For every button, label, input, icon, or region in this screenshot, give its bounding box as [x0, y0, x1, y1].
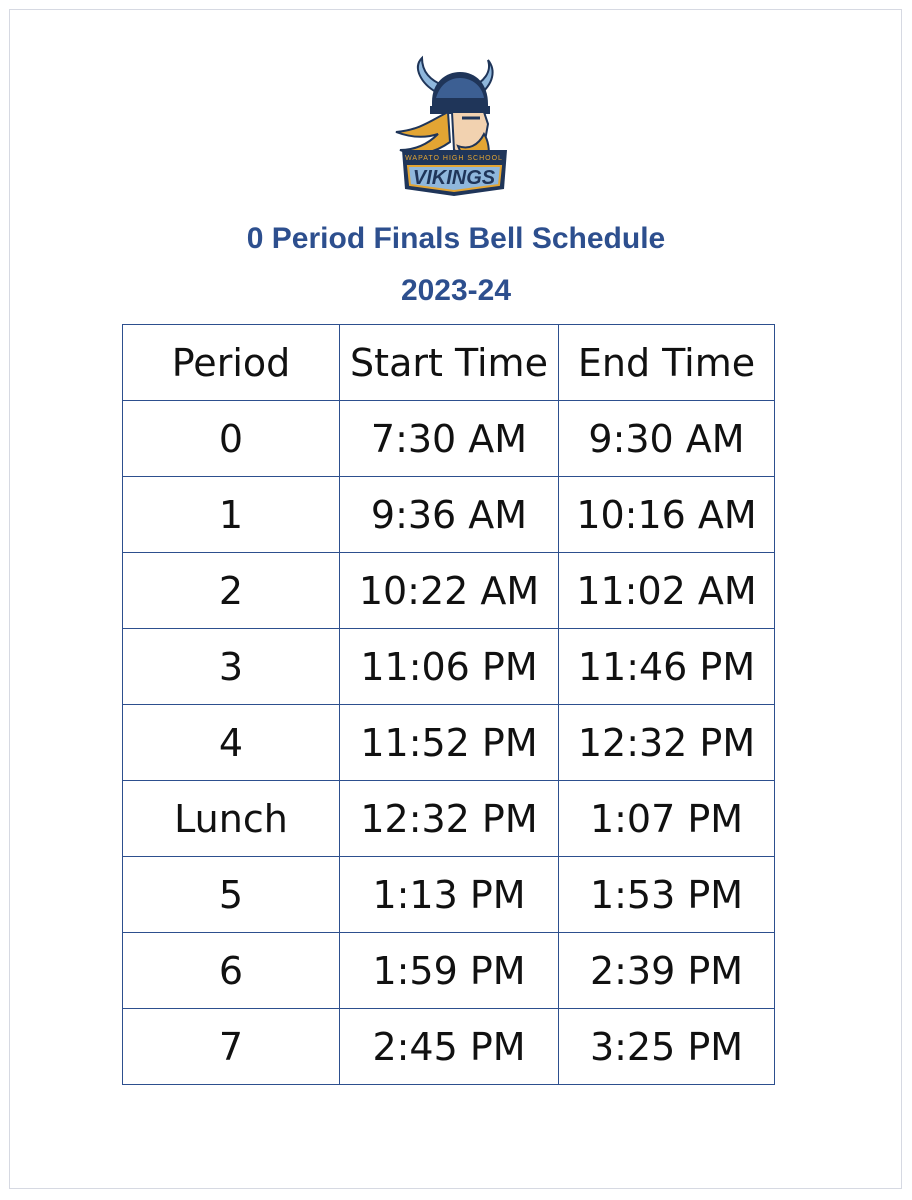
period-cell: 5	[123, 857, 340, 933]
table-row	[123, 857, 775, 933]
end-time-cell: 1:53 PM	[559, 857, 775, 933]
start-time-cell: 1:59 PM	[340, 933, 559, 1009]
table-row	[123, 553, 775, 629]
start-time-cell: 2:45 PM	[340, 1009, 559, 1085]
end-time-cell: 3:25 PM	[559, 1009, 775, 1085]
period-cell: Lunch	[123, 781, 340, 857]
svg-text:VIKINGS: VIKINGS	[412, 167, 496, 189]
end-time-cell: 2:39 PM	[559, 933, 775, 1009]
table-row	[123, 781, 775, 857]
school-year: 2023-24	[400, 274, 512, 307]
svg-text:WAPATO HIGH SCHOOL: WAPATO HIGH SCHOOL	[405, 155, 503, 162]
table-row	[123, 1009, 775, 1085]
period-cell: 4	[123, 705, 340, 781]
header-end-time: End Time	[559, 325, 775, 401]
header-period: Period	[123, 325, 340, 401]
table-row	[123, 477, 775, 553]
period-cell: 1	[123, 477, 340, 553]
bell-schedule-table	[122, 324, 775, 1085]
end-time-cell: 10:16 AM	[559, 477, 775, 553]
table-row	[123, 401, 775, 477]
start-time-cell: 12:32 PM	[340, 781, 559, 857]
period-cell: 0	[123, 401, 340, 477]
start-time-cell: 10:22 AM	[340, 553, 559, 629]
end-time-cell: 11:02 AM	[559, 553, 775, 629]
period-cell: 3	[123, 629, 340, 705]
start-time-cell: 7:30 AM	[340, 401, 559, 477]
period-cell: 2	[123, 553, 340, 629]
period-cell: 6	[123, 933, 340, 1009]
start-time-cell: 11:52 PM	[340, 705, 559, 781]
schedule-title: 0 Period Finals Bell Schedule	[246, 222, 666, 255]
end-time-cell: 11:46 PM	[559, 629, 775, 705]
table-header-row	[123, 325, 775, 401]
header-start-time: Start Time	[340, 325, 559, 401]
start-time-cell: 11:06 PM	[340, 629, 559, 705]
table-row	[123, 705, 775, 781]
period-cell: 7	[123, 1009, 340, 1085]
viking-mascot-icon	[392, 54, 517, 200]
start-time-cell: 1:13 PM	[340, 857, 559, 933]
start-time-cell: 9:36 AM	[340, 477, 559, 553]
end-time-cell: 1:07 PM	[559, 781, 775, 857]
vikings-logo	[392, 54, 517, 200]
end-time-cell: 9:30 AM	[559, 401, 775, 477]
end-time-cell: 12:32 PM	[559, 705, 775, 781]
table-row	[123, 933, 775, 1009]
table-row	[123, 629, 775, 705]
